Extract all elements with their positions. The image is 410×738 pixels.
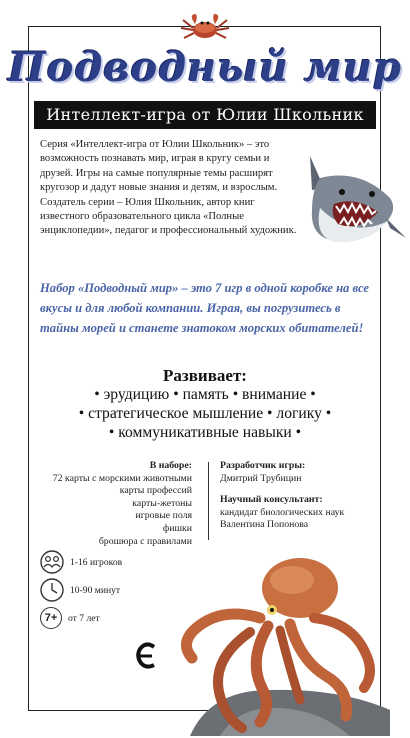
kit-heading: В наборе: bbox=[149, 460, 192, 471]
skill-line: • эрудицию • память • внимание • bbox=[94, 386, 316, 403]
age-icon: 7+ bbox=[40, 607, 62, 629]
age-text: от 7 лет bbox=[68, 612, 100, 624]
kit-item: брошюра с правилами bbox=[98, 535, 192, 547]
players-row bbox=[40, 548, 122, 576]
shark-illustration bbox=[290, 148, 408, 256]
kit-item: 72 карты с морскими животными bbox=[52, 472, 192, 484]
intro-text bbox=[40, 138, 302, 239]
duration-text: 10-90 минут bbox=[70, 584, 121, 596]
publisher-logo bbox=[136, 641, 158, 671]
consultant-heading: Научный консультант: bbox=[220, 494, 323, 506]
credits bbox=[220, 460, 380, 532]
consultant-title: кандидат биологических наук bbox=[220, 506, 345, 518]
kit-contents bbox=[34, 460, 192, 548]
page-title: Подводный мир bbox=[8, 44, 402, 91]
consultant-name: Валентина Попонова bbox=[220, 519, 309, 531]
duration-row bbox=[40, 576, 122, 604]
octopus-illustration bbox=[150, 540, 390, 736]
promo-text: Набор «Подводный мир» – это 7 игр в одной коробке на все вкусы и для любой компании. Играя, вы погрузитесь в тайны морей и станете знатоком морских обитателей! bbox=[40, 281, 369, 335]
game-meta bbox=[40, 548, 122, 632]
develops-title: Развивает: bbox=[163, 366, 247, 385]
players-count: 1-16 игроков bbox=[70, 556, 123, 568]
players-icon bbox=[40, 550, 64, 574]
intro-paragraph: Серия «Интеллект-игра от Юлии Школьник» – это возможность познавать мир, играя в кругу семьи и друзей. Игры на самые популярные темы расширят кругозор и дадут новые знания и детям, и взрослым. bbox=[40, 139, 278, 194]
kit-item: фишки bbox=[162, 522, 192, 534]
age-row bbox=[40, 604, 122, 632]
column-divider bbox=[208, 462, 209, 540]
skill-line: • стратегическое мышление • логику • bbox=[78, 405, 332, 422]
kit-item: карты профессий bbox=[119, 485, 192, 497]
developer-heading: Разработчик игры: bbox=[220, 460, 306, 471]
clock-icon bbox=[40, 578, 64, 602]
subtitle-banner: Интеллект-игра от Юлии Школьник bbox=[34, 101, 376, 129]
developer-name: Дмитрий Трубицин bbox=[220, 472, 302, 484]
kit-item: карты-жетоны bbox=[132, 497, 192, 509]
crab-illustration bbox=[178, 10, 232, 44]
kit-item: игровые поля bbox=[135, 510, 192, 522]
intro-paragraph: Создатель серии – Юлия Школьник, автор книг известного образовательного цикла «Полные энциклопедии», педагог и профессиональный художник. bbox=[40, 196, 297, 237]
skill-line: • коммуникативные навыки • bbox=[108, 424, 302, 441]
